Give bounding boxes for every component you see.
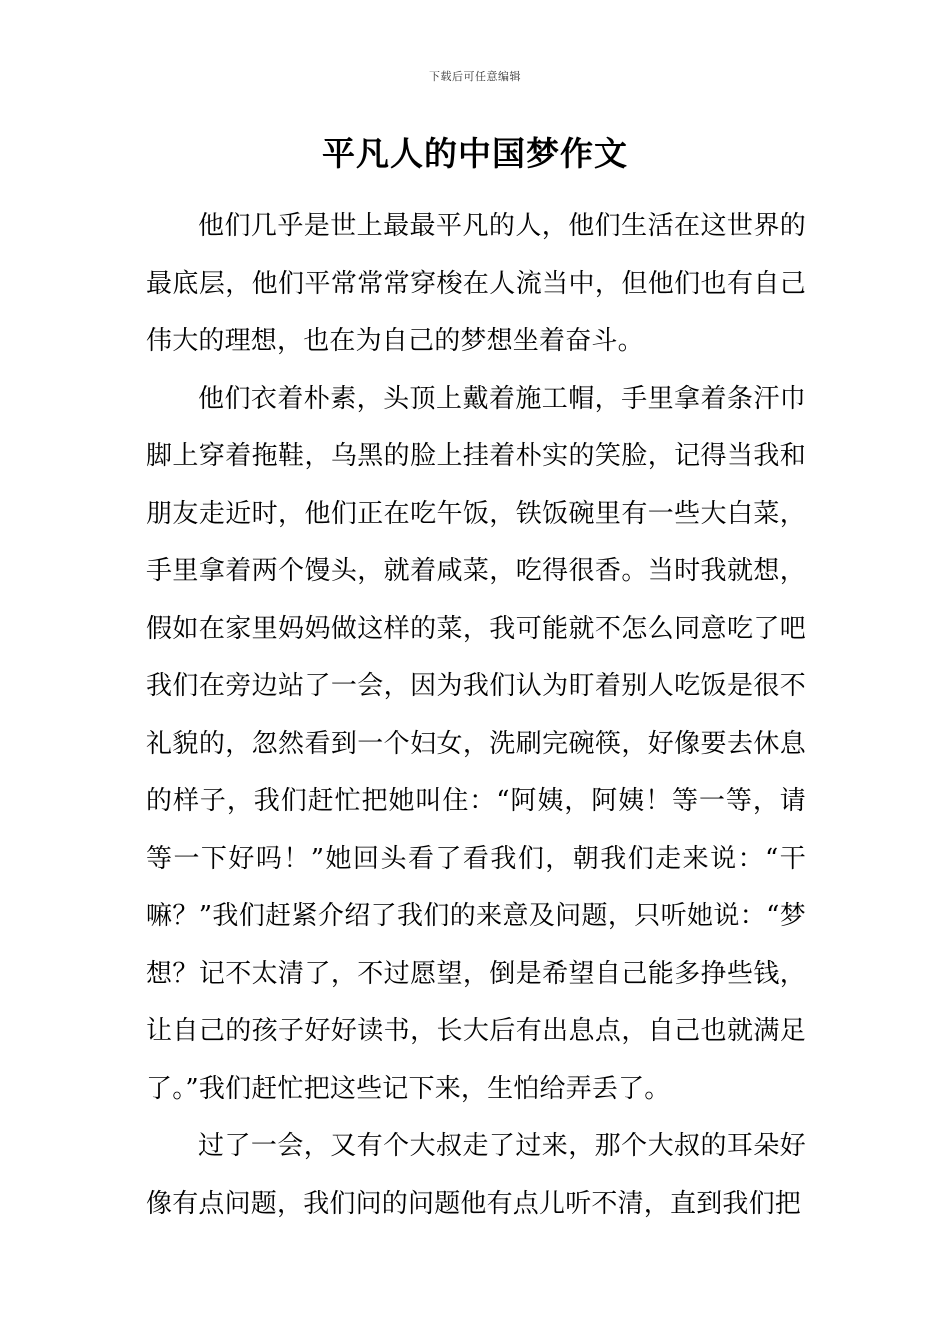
document-title: 平凡人的中国梦作文	[322, 134, 628, 173]
document-body	[146, 198, 806, 1233]
header-note: 下载后可任意编辑	[429, 70, 521, 83]
paragraph-3: 过了一会，又有个大叔走了过来，那个大叔的耳朵好像有点问题，我们问的问题他有点儿听不清，直到我们把	[146, 1131, 806, 1219]
paragraph-1: 他们几乎是世上最最平凡的人，他们生活在这世界的最底层，他们平常常常穿梭在人流当中，但他们也有自己伟大的理想，也在为自己的梦想坐着奋斗。	[146, 211, 806, 356]
paragraph-2: 他们衣着朴素，头顶上戴着施工帽，手里拿着条汗巾脚上穿着拖鞋，乌黑的脸上挂着朴实的笑脸，记得当我和朋友走近时，他们正在吃午饭，铁饭碗里有一些大白菜，手里拿着两个馒头，就着咸菜，吃得很香。当时我就想，假如在家里妈妈做这样的菜，我可能就不怎么同意吃了吧我们在旁边站了一会，因为我们认为盯着别人吃饭是很不礼貌的，忽然看到一个妇女，洗刷完碗筷，好像要去休息的样子，我们赶忙把她叫住：“阿姨，阿姨！等一等，请等一下好吗！”她回头看了看我们，朝我们走来说：“干嘛？”我们赶紧介绍了我们的来意及问题，只听她说：“梦想？记不太清了，不过愿望，倒是希望自己能多挣些钱，让自己的孩子好好读书，长大后有出息点，自己也就满足了。”我们赶忙把这些记下来，生怕给弄丢了。	[146, 383, 806, 1104]
